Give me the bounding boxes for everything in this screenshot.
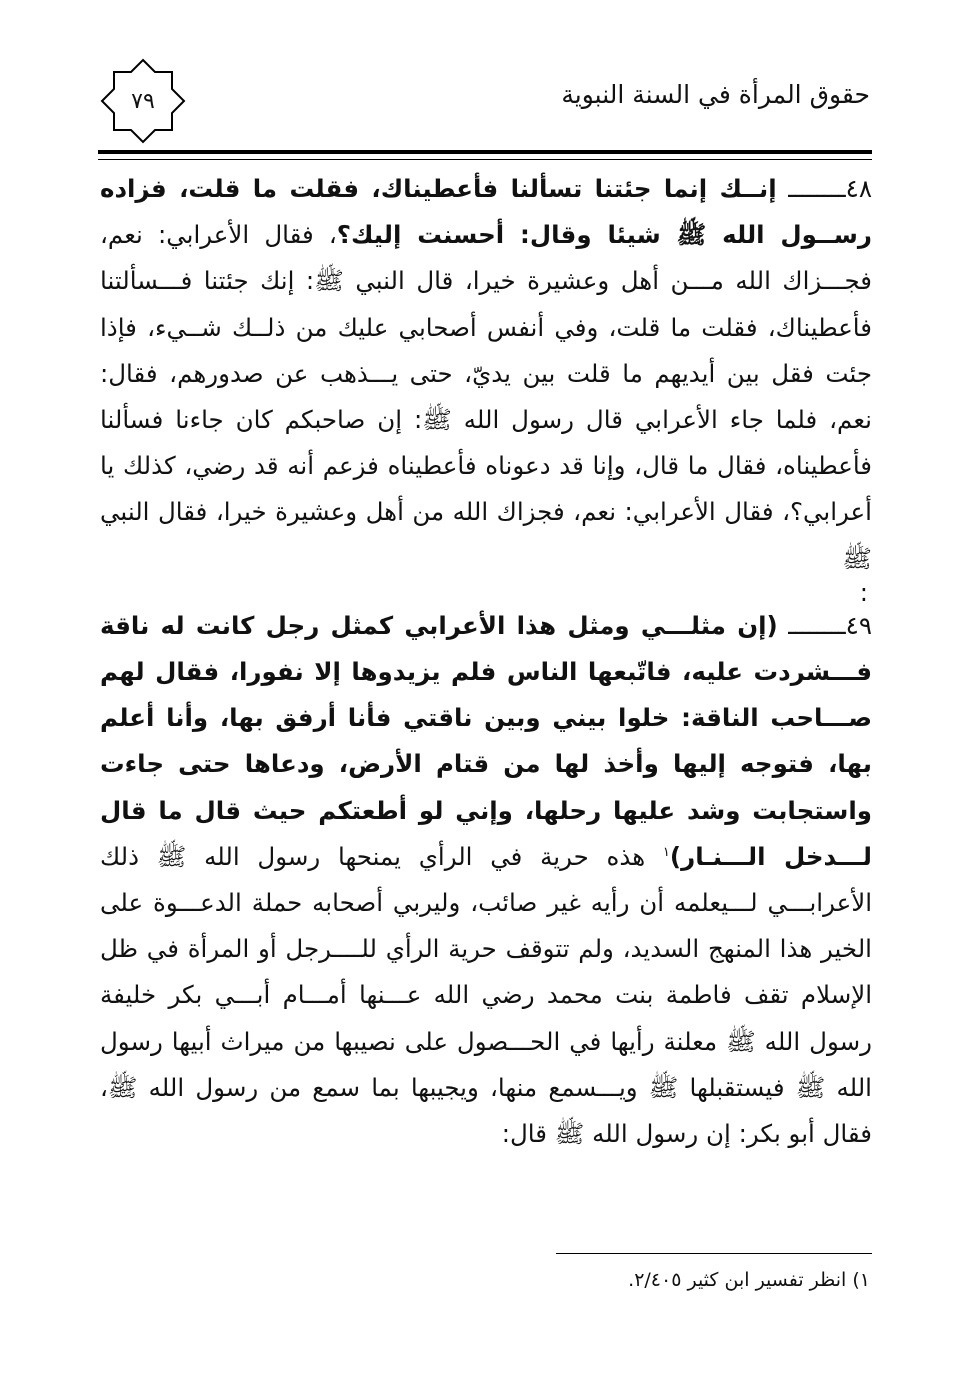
header-rule-thin [98, 159, 872, 160]
hadith-48-bold-quote: إنــك إنما جئتنا تسألنا فأعطيناك، فقلت ما قلت، فزاده رســول الله ﷺ شيئا وقال: أحسنت إليك؟ [100, 174, 872, 250]
hadith-48-colon: : [859, 577, 868, 607]
page-number-badge [100, 58, 186, 144]
page-number: ٧٩ [131, 88, 155, 114]
hadith-49-dash: ــــــــ [788, 610, 846, 640]
hadith-49-text: هذه حرية في الرأي يمنحها رسول الله ﷺ ذلك الأعرابـــي لـــيعلمه أن رأيه غير صائب، وليربي أصحابه حملة الدعـــوة على الخير هذا المنهج السديد، ولم تتوقف حرية الرأي للــــرجل أو المرأة في ظل الإسلام تقف فاطمة بنت محمد رضي الله عـــنها أمـــام أبـــي بكر خليفة رسول الله ﷺ معلنة رأيها في الحـــصول على نصيبها من ميراث أبيها رسول الله ﷺ فيستقبلها ﷺ ويـــسمع منها، ويجيبها بما سمع من رسول الله ﷺ، فقال أبو بكر: إن رسول الله ﷺ قال: [100, 841, 872, 1149]
hadith-48-number: ٤٨ [845, 174, 872, 203]
footnote-marker: ١) [852, 1269, 870, 1291]
footnote-text: انظر تفسير ابن كثير ٢/٤٠٥. [628, 1269, 847, 1291]
hadith-49-paragraph [100, 603, 872, 1157]
running-title: حقوق المرأة في السنة النبوية [561, 80, 870, 109]
main-text [100, 166, 872, 1157]
hadith-48-dash: ــــــــ [788, 174, 846, 203]
hadith-48-paragraph [100, 166, 872, 607]
footnote-separator [556, 1253, 872, 1254]
hadith-49-bold-quote: (إن مثلـــي ومثل هذا الأعرابي كمثل رجل كانت له ناقة فـــشردت عليه، فاتّبعها الناس فلم يزيدوها إلا نفورا، فقال لهم صـــاحب الناقة: خلوا بيني وبين ناقتي فأنا أرفق بها، وأنا أعلم بها، فتوجه إليها وأخذ لها من قتام الأرض، ودعاها حتى جاءت واستجابت وشد عليها رحلها، وإني لو أطعتكم حيث قال ما قال لـــدخل الـــنـار) [100, 610, 873, 871]
footnote-reference: ١ [662, 844, 670, 860]
hadith-48-text: ، فقال الأعرابي: نعم، فجـــزاك الله مـــن أهل وعشيرة خيرا، قال النبي ﷺ: إنك جئتنا فـــسألتنا فأعطيناك، فقلت ما قلت، وفي أنفس أصحابي عليك من ذلــك شــيء، فإذا جئت فقل بين أيديهم ما قلت بين يديّ، حتى يـــذهب عن صدورهم، فقال: نعم، فلما جاء الأعرابي قال رسول الله ﷺ: إن صاحبكم كان جاءنا فسألنا فأعطيناه، فقال ما قال، وإنا قد دعوناه فأعطيناه فزعم أنه قد رضي، كذلك يا أعرابي؟، فقال الأعرابي: نعم، فجزاك الله من أهل وعشيرة خيرا، فقال النبي ﷺ [100, 220, 872, 573]
footnote [628, 1269, 870, 1291]
header-rule-thick [98, 150, 872, 154]
hadith-49-number: ٤٩ [845, 610, 872, 640]
